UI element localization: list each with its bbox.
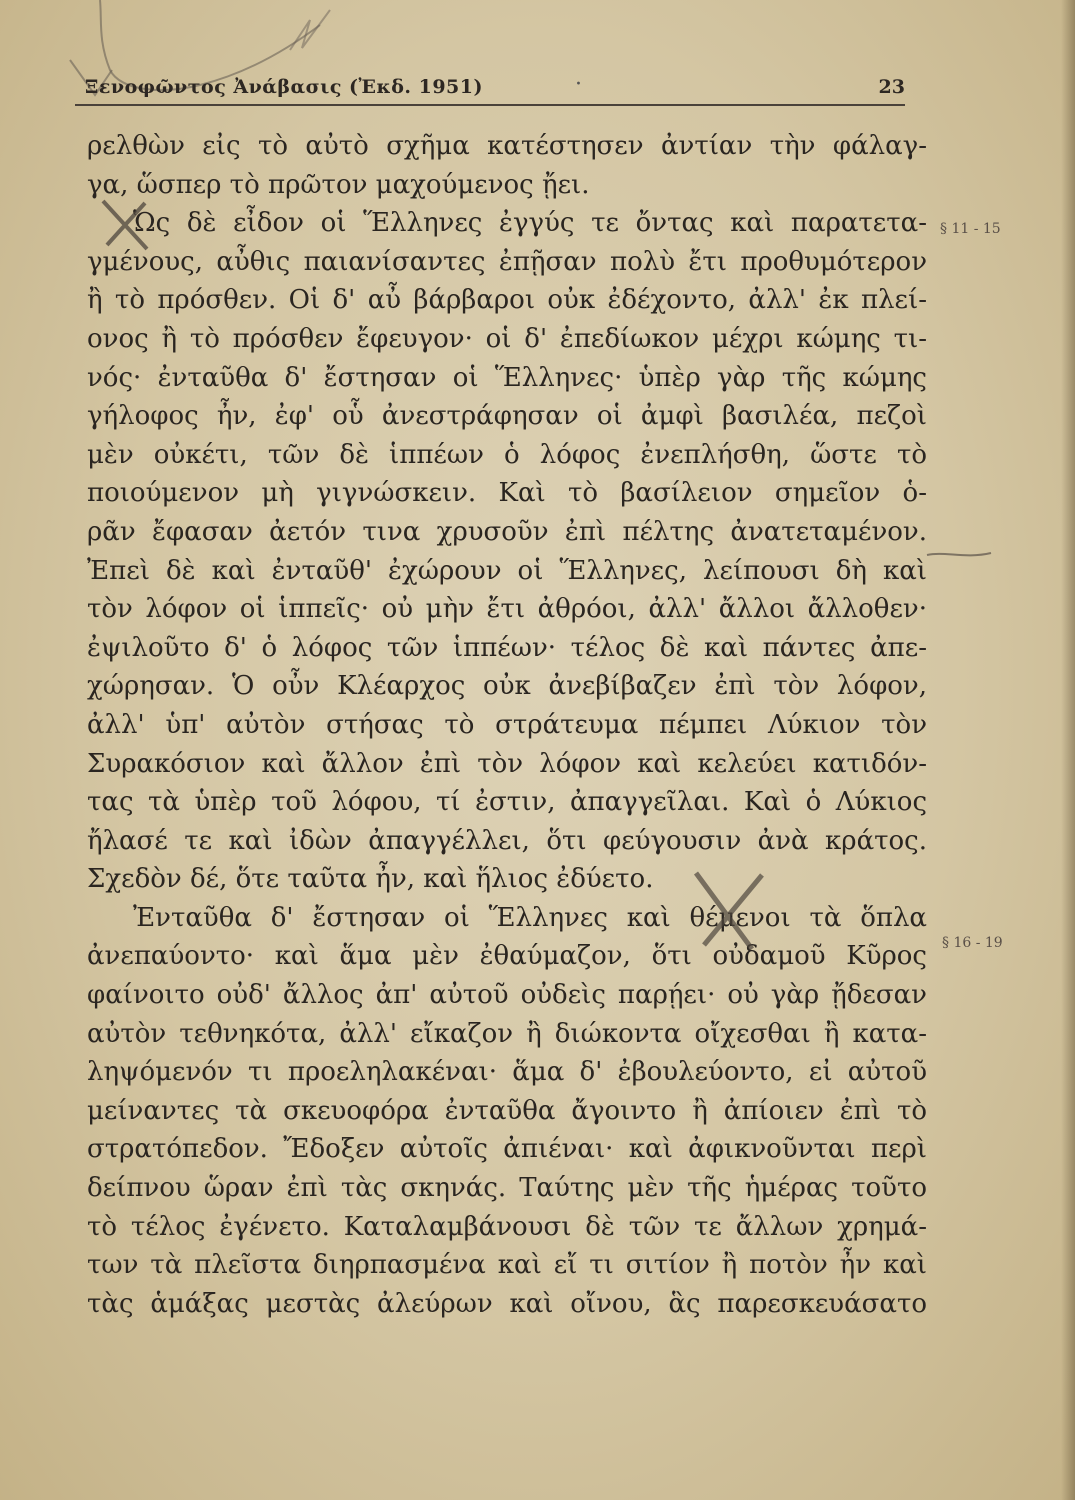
text-line: ποιούμενον μὴ γιγνώσκειν. Καὶ τὸ βασίλειον σημεῖον ὁ-	[87, 478, 927, 509]
text-line: Ὡς δὲ εἶδον οἱ Ἕλληνες ἐγγύς τε ὄντας καὶ παρατετα-	[133, 208, 927, 239]
text-line: τὸ τέλος ἐγένετο. Καταλαμβάνουσι δὲ τῶν τε ἄλλων χρημά-	[87, 1211, 927, 1242]
text-line: ρᾶν ἔφασαν ἀετόν τινα χρυσοῦν ἐπὶ πέλτης ἀνατεταμένον.	[87, 516, 927, 547]
text-line: ληψόμενόν τι προεληλακέναι· ἅμα δ' ἐβουλεύοντο, εἰ αὐτοῦ	[87, 1057, 927, 1088]
text-line: στρατόπεδον. Ἔδοξεν αὐτοῖς ἀπιέναι· καὶ ἀφικνοῦνται περὶ	[87, 1134, 927, 1165]
text-line: Συρακόσιον καὶ ἄλλον ἐπὶ τὸν λόφον καὶ κελεύει κατιδόν-	[87, 748, 927, 779]
text-line: μὲν οὐκέτι, τῶν δὲ ἱππέων ὁ λόφος ἐνεπλήσθη, ὥστε τὸ	[87, 439, 927, 470]
text-line: ἀνεπαύοντο· καὶ ἅμα μὲν ἐθαύμαζον, ὅτι οὐδαμοῦ Κῦρος	[87, 941, 927, 972]
text-line: ρελθὼν εἰς τὸ αὐτὸ σχῆμα κατέστησεν ἀντίαν τὴν φάλαγ-	[87, 131, 927, 161]
text-line: δείπνου ὥραν ἐπὶ τὰς σκηνάς. Ταύτης μὲν τῆς ἡμέρας τοῦτο	[87, 1173, 927, 1204]
running-header	[75, 72, 905, 108]
text-line: μείναντες τὰ σκευοφόρα ἐνταῦθα ἄγοιντο ἢ ἀπίοιεν ἐπὶ τὸ	[87, 1095, 927, 1126]
body-text	[87, 127, 927, 1323]
text-line: Ἐπεὶ δὲ καὶ ἐνταῦθ' ἐχώρουν οἱ Ἕλληνες, λείπουσι δὴ καὶ	[87, 555, 927, 586]
margin-note-section: § 16 - 19	[942, 935, 1003, 951]
text-line: Σχεδὸν δέ, ὅτε ταῦτα ἦν, καὶ ἥλιος ἐδύετο.	[87, 864, 654, 895]
page-edge-shadow	[1061, 0, 1075, 1500]
page-number: 23	[878, 76, 905, 98]
text-line: ονος ἢ τὸ πρόσθεν ἔφευγον· οἱ δ' ἐπεδίωκον μέχρι κώμης τι-	[87, 323, 927, 354]
text-line: χώρησαν. Ὁ οὖν Κλέαρχος οὐκ ἀνεβίβαζεν ἐπὶ τὸν λόφον,	[87, 671, 927, 702]
text-line: τας τὰ ὑπὲρ τοῦ λόφου, τί ἐστιν, ἀπαγγεῖλαι. Καὶ ὁ Λύκιος	[87, 787, 927, 818]
text-line: των τὰ πλεῖστα διηρπασμένα καὶ εἴ τι σιτίον ἢ ποτὸν ἦν καὶ	[87, 1250, 927, 1281]
header-rule	[75, 104, 905, 106]
text-line: ἐψιλοῦτο δ' ὁ λόφος τῶν ἱππέων· τέλος δὲ καὶ πάντες ἀπε-	[87, 632, 927, 663]
header-dot: ·	[575, 72, 582, 97]
text-line: γήλοφος ἦν, ἐφ' οὗ ἀνεστράφησαν οἱ ἀμφὶ βασιλέα, πεζοὶ	[87, 401, 927, 432]
text-line: γα, ὥσπερ τὸ πρῶτον μαχούμενος ᾔει.	[87, 169, 590, 200]
text-line: αὐτὸν τεθνηκότα, ἀλλ' εἴκαζον ἢ διώκοντα οἴχεσθαι ἢ κατα-	[87, 1018, 927, 1049]
text-line: φαίνοιτο οὐδ' ἄλλος ἀπ' αὐτοῦ οὐδεὶς παρῄει· οὐ γὰρ ᾔδεσαν	[87, 980, 927, 1011]
text-line: ἤλασέ τε καὶ ἰδὼν ἀπαγγέλλει, ὅτι φεύγουσιν ἀνὰ κράτος.	[87, 825, 927, 856]
text-line: ἢ τὸ πρόσθεν. Οἱ δ' αὖ βάρβαροι οὐκ ἐδέχοντο, ἀλλ' ἐκ πλεί-	[87, 285, 927, 316]
running-title: Ξενοφῶντος Ἀνάβασις (Ἐκδ. 1951)	[85, 76, 483, 98]
text-line: τὰς ἁμάξας μεστὰς ἀλεύρων καὶ οἴνου, ἃς παρεσκευάσατο	[87, 1288, 927, 1319]
text-line: γμένους, αὖθις παιανίσαντες ἐπῇσαν πολὺ ἔτι προθυμότερον	[87, 246, 927, 277]
text-line: τὸν λόφον οἱ ἱππεῖς· οὐ μὴν ἔτι ἀθρόοι, ἀλλ' ἄλλοι ἄλλοθεν·	[87, 594, 927, 625]
margin-note-section: § 11 - 15	[940, 221, 1001, 237]
text-line: ἀλλ' ὑπ' αὐτὸν στήσας τὸ στράτευμα πέμπει Λύκιον τὸν	[87, 709, 927, 740]
text-line: νός· ἐνταῦθα δ' ἔστησαν οἱ Ἕλληνες· ὑπὲρ γὰρ τῆς κώμης	[87, 362, 927, 393]
text-line: Ἐνταῦθα δ' ἔστησαν οἱ Ἕλληνες καὶ θέμενοι τὰ ὅπλα	[133, 902, 927, 933]
pencil-dash-mark	[925, 545, 995, 565]
